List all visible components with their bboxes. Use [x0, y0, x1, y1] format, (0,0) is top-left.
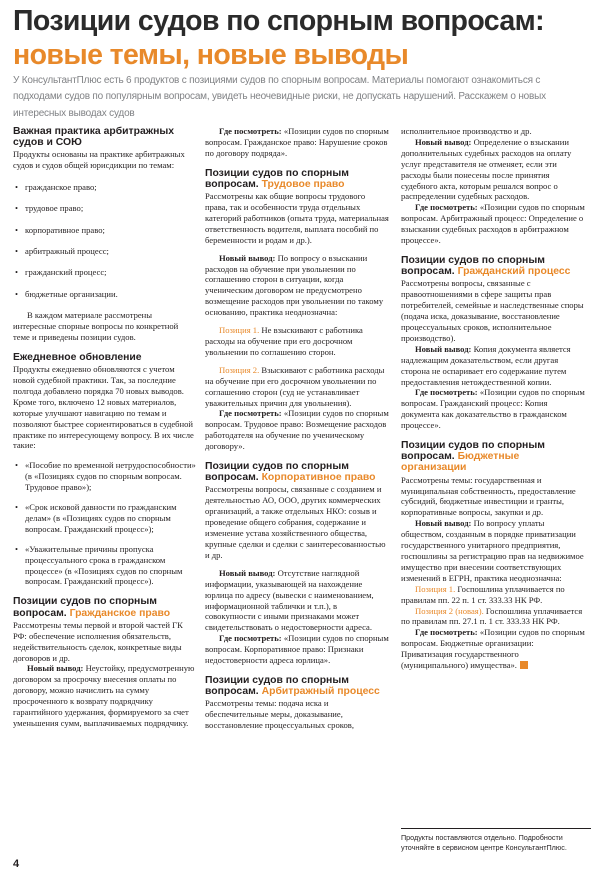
conclusion: Новый вывод: Копия документа является надлежащим доказательством, если другая сторона не оспаривает его содержание путем предоставления нетождественной копии. [401, 343, 571, 387]
position: Позиция 2 (новая). Госпошлина уплачивается по правилам пп. 27.1 п. 1 ст. 333.33 НК РФ. [401, 605, 583, 627]
list-item: • арбитражный процесс; [13, 246, 197, 257]
paragraph: В каждом материале рассмотрены интересные спорные вопросы по конкретной теме и приведены позиции судов. [13, 310, 179, 342]
list-item: • бюджетные организации. [13, 289, 197, 300]
see-also: Где посмотреть: «Позиции судов по спорным вопросам. Корпоративное право: Признаки недостоверности адреса юрлица». [205, 633, 389, 666]
conclusion: Новый вывод: Отсутствие наглядной информации, указывающей на нахождение юрлица по адресу (вывески с наименованием, информационной таблички и т.п.), в совокупности с иными признаками может свидетельствовать о недостоверности адреса. [205, 567, 374, 633]
see-also: Где посмотреть: «Позиции судов по спорным вопросам. Гражданский процесс: Копия документа как доказательство в гражданском процессе». [401, 387, 585, 431]
conclusion: Новый вывод: Неустойку, предусмотренную договором за просрочку внесения оплаты по договору, можно начислить на сумму просроченного к возврату подрядчику гарантийного удержания, формируемого за счет уменьшения сумм, выплачиваемых подрядчику. [13, 663, 195, 728]
list-item: • «Срок исковой давности по гражданским делам» (в «Позициях судов по спорным вопросам. Гражданский процесс»); [13, 502, 197, 535]
conclusion: Новый вывод: Определение о взыскании дополнительных судебных расходов на оплату услуг представителя не отменяет, если эти расходы были понесены после принятия судебного акта, которым решался вопрос о распределении судебных расходов. [401, 136, 572, 202]
column-1 [13, 126, 197, 729]
column-2 [205, 126, 389, 731]
section-heading: Позиции судов по спорным вопросам. Трудовое право [205, 167, 349, 190]
title-line-2: новые темы, новые выводы [13, 39, 409, 71]
list-item: • корпоративное право; [13, 225, 197, 236]
section-heading: Позиции судов по спорным вопросам. Гражданское право [13, 596, 171, 619]
section-heading: Важная практика арбитражных судов и СОЮ [13, 126, 175, 149]
see-also: Где посмотреть: «Позиции судов по спорным вопросам. Бюджетные организации: Приватизация государственного (муниципального) имущества». [401, 627, 585, 671]
section-heading: Позиции судов по спорным вопросам. Бюджетные организации [401, 440, 545, 474]
title-line-1: Позиции судов по спорным вопросам: [13, 5, 545, 37]
list-item: • «Пособие по временной нетрудоспособности» (в «Позициях судов по спорным вопросам. Трудовое право»); [13, 460, 197, 493]
material-list [13, 460, 197, 587]
position: Позиция 1. Не взыскивают с работника расходы на обучение при его досрочном увольнении по соглашению сторон. [205, 325, 363, 357]
see-also: Где посмотреть: «Позиции судов по спорным вопросам. Арбитражный процесс: Определение о взыскании судебных расходов в арбитражном процессе». [401, 202, 585, 246]
paragraph: Рассмотрены темы: подача иска и обеспечительные меры, доказывание, восстановление процессуальных сроков, [205, 698, 355, 731]
see-also: Где посмотреть: «Позиции судов по спорным вопросам. Трудовое право: Возмещение расходов работодателя на обучение по ученическому договору». [205, 408, 389, 452]
section-heading: Позиции судов по спорным вопросам. Корпоративное право [205, 461, 376, 484]
section-heading: Позиции судов по спорным вопросам. Гражданский процесс [401, 254, 571, 278]
topic-list [13, 182, 197, 300]
paragraph: исполнительное производство и др. [401, 126, 532, 136]
list-item: • гражданское право; [13, 182, 197, 193]
conclusion: Новый вывод: По вопросу уплаты обществом, созданным в порядке приватизации государственного унитарного предприятия, госпошлины за регистрацию прав на недвижимое имущество при внесении соответствующих изменений в ЕГРН, практика неоднозначна: [401, 518, 584, 583]
section-heading: Ежедневное обновление [13, 351, 142, 363]
list-item: • «Уважительные причины пропуска процессуального срока в гражданском процессе» (в «Позициях судов по спорным вопросам. Гражданский процесс»). [13, 544, 197, 588]
column-3 [401, 126, 587, 671]
paragraph: Продукты ежедневно обновляются с учетом новой судебной практики. Так, за последние полгода добавлено порядка 70 новых выводов. Кроме того, включено 12 новых материалов, которые улучшают навигацию по темам и позволяют быстрее сориентироваться в судебной практике по интересующему вопросу. В их числе такие: [13, 364, 194, 451]
position: Позиция 1. Госпошлина уплачивается по правилам пп. 22 п. 1 ст. 333.33 НК РФ. [401, 583, 565, 605]
paragraph: Рассмотрены вопросы, связанные с созданием и деятельностью АО, ООО, других коммерческих организаций, а также отдельных НКО: созыв и проведение общего собрания, содержание и изменение устава хозяйственного общества, крупные сделки и сделки с заинтересованностью и др. [205, 484, 386, 560]
paragraph: Рассмотрены темы первой и второй частей ГК РФ: обеспечение исполнения обязательств, недействительность сделок, конкретные виды договоров и др. [13, 619, 183, 663]
intro-text: У КонсультантПлюс есть 6 продуктов с позициями судов по спорным вопросам. Материалы помогают ознакомиться с подходами судов по популярным вопросам, увидеть неочевидные риски, не допускать нарушений. Расскажем о новых интересных выводах судов [13, 75, 546, 119]
page-number: 4 [13, 858, 20, 870]
article-title [13, 4, 593, 72]
footnote: Продукты поставляются отдельно. Подробности уточняйте в сервисном центре КонсультантПлюс. [401, 828, 591, 852]
position: Позиция 2. Взыскивают с работника расходы на обучение при его досрочном увольнении по соглашению сторон (суд не устанавливает уважительных причин для увольнения). [205, 364, 385, 408]
list-item: • трудовое право; [13, 203, 197, 214]
conclusion: Новый вывод: По вопросу о взыскании расходов на обучение при увольнении по соглашению сторон в ситуации, когда ученическим договором не предусмотрено возмещение расходов при увольнении по такому основанию, практика неоднозначна: [205, 252, 384, 318]
paragraph: Рассмотрены вопросы, связанные с правоотношениями в сфере защиты прав потребителей, семейные и наследственные споры (подача иска, доказывание, восстановление процессуальных сроков, исполнительное производство). [401, 278, 584, 343]
paragraph: Продукты основаны на практике арбитражных судов и судов общей юрисдикции по темам: [13, 149, 185, 171]
paragraph: Рассмотрены темы: государственная и муниципальная собственность, предоставление субсидий, бюджетные инвестиции и гранты, корпоративные вопросы, закупки и др. [401, 474, 576, 518]
paragraph: Рассмотрены как общие вопросы трудового права, так и особенности труда отдельных категорий работников (опыта труда, материальная ответственность водителя, выплата пособий по беременности и родам и др.). [205, 191, 389, 245]
list-item: • гражданский процесс; [13, 267, 197, 278]
end-mark-icon [520, 661, 528, 669]
see-also: Где посмотреть: «Позиции судов по спорным вопросам. Гражданское право: Нарушение сроков по договору подряда». [205, 126, 389, 158]
section-heading: Позиции судов по спорным вопросам. Арбитражный процесс [205, 674, 380, 698]
